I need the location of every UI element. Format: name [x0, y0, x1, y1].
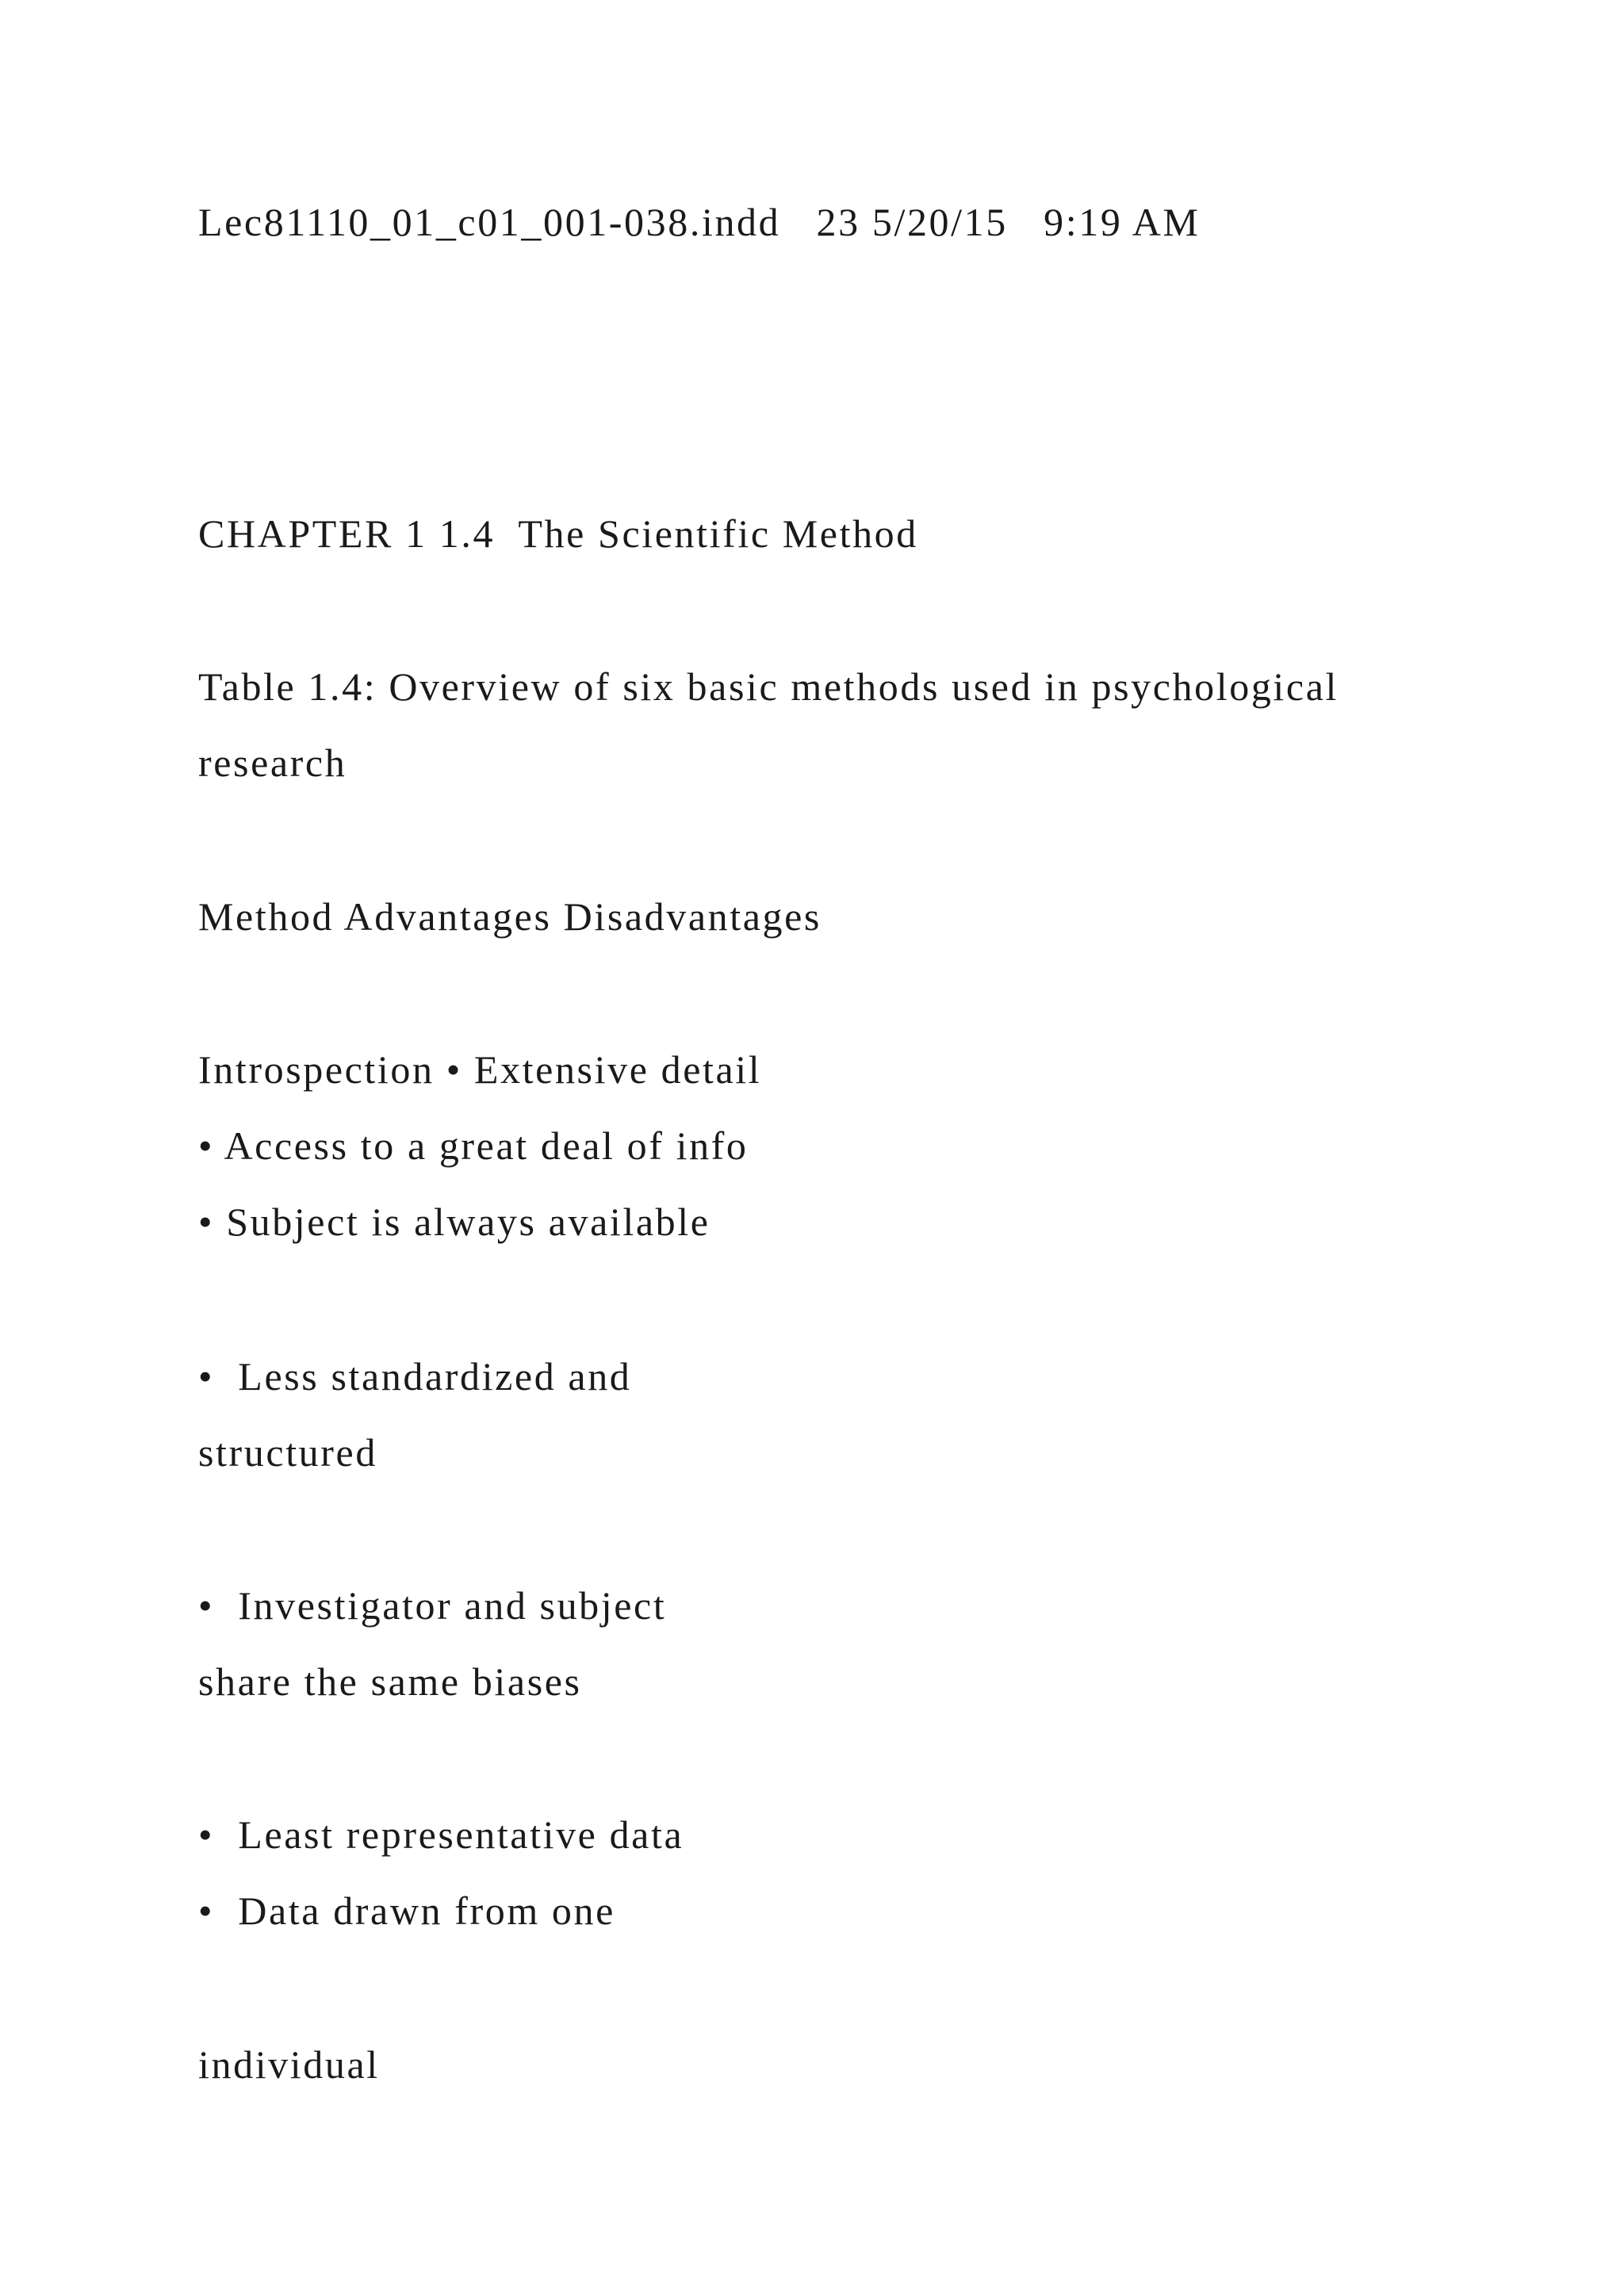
advantage-item: • Subject is always available — [198, 1200, 710, 1244]
file-slug-line: Lec81110_01_c01_001-038.indd 23 5/20/15 9:19 AM — [198, 200, 1201, 244]
disadvantage-item-continuation: share the same biases — [198, 1659, 582, 1704]
table-column-headers: Method Advantages Disadvantages — [198, 894, 822, 939]
disadvantage-item-continuation: structured — [198, 1430, 377, 1475]
chapter-heading: CHAPTER 1 1.4 The Scientific Method — [198, 511, 918, 556]
disadvantage-item: • Least representative data — [198, 1812, 684, 1857]
row-method-introspection: Introspection • Extensive detail — [198, 1047, 762, 1092]
table-caption-line-1: Table 1.4: Overview of six basic methods used in psychological — [198, 664, 1339, 709]
disadvantage-item: • Less standardized and — [198, 1354, 632, 1399]
disadvantage-item-continuation: individual — [198, 2042, 380, 2087]
table-caption-line-2: research — [198, 740, 347, 785]
disadvantage-item: • Investigator and subject — [198, 1583, 667, 1628]
disadvantage-item: • Data drawn from one — [198, 1888, 615, 1933]
advantage-item: • Access to a great deal of info — [198, 1123, 749, 1168]
